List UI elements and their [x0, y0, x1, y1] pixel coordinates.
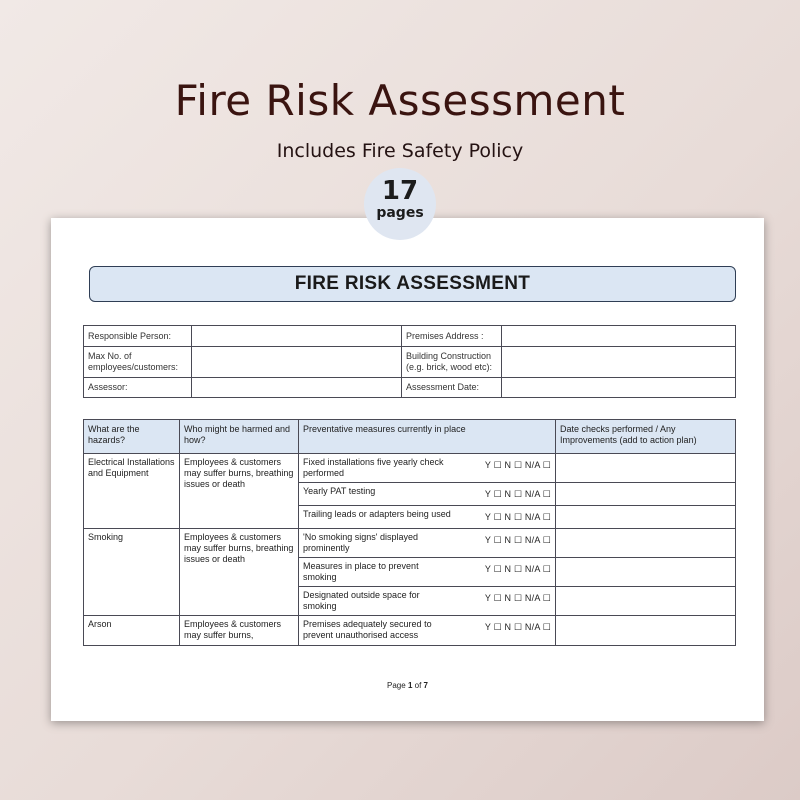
- date-check-field[interactable]: [556, 506, 736, 529]
- measure-text: Fixed installations five yearly check performed: [303, 457, 444, 478]
- date-check-field[interactable]: [556, 616, 736, 646]
- max-employees-field[interactable]: [192, 347, 402, 378]
- footer-total-pages: 7: [423, 681, 428, 690]
- column-header-hazards: What are the hazards?: [84, 420, 180, 454]
- promo-subtitle: Includes Fire Safety Policy: [276, 140, 524, 162]
- table-row: [84, 529, 736, 558]
- measure-text: Designated outside space for smoking: [303, 590, 420, 611]
- yes-no-na-checkboxes[interactable]: Y ☐ N ☐ N/A ☐: [484, 489, 551, 499]
- promo-title: Fire Risk Assessment: [174, 76, 626, 125]
- footer-prefix: Page: [387, 681, 406, 690]
- responsible-person-field[interactable]: [192, 326, 402, 347]
- yes-no-na-checkboxes[interactable]: Y ☐ N ☐ N/A ☐: [484, 593, 551, 603]
- measure-text: Yearly PAT testing: [303, 486, 376, 496]
- responsible-person-label: Responsible Person:: [84, 326, 192, 347]
- assessment-date-field[interactable]: [502, 378, 736, 398]
- measure-cell: [299, 558, 556, 587]
- document-page: [51, 218, 764, 721]
- assessment-date-label: Assessment Date:: [402, 378, 502, 398]
- measure-text: 'No smoking signs' displayed prominently: [303, 532, 418, 553]
- measure-cell: [299, 483, 556, 506]
- yes-no-na-checkboxes[interactable]: Y ☐ N ☐ N/A ☐: [484, 535, 551, 545]
- date-check-field[interactable]: [556, 454, 736, 483]
- measure-text: Premises adequately secured to prevent unauthorised access: [303, 619, 432, 640]
- measure-cell: [299, 587, 556, 616]
- footer-current-page: 1: [407, 681, 413, 690]
- harmed-cell: Employees & customers may suffer burns, breathing issues or death: [180, 454, 299, 529]
- measure-cell: [299, 529, 556, 558]
- measure-cell: [299, 616, 556, 646]
- assessor-label: Assessor:: [84, 378, 192, 398]
- yes-no-na-checkboxes[interactable]: Y ☐ N ☐ N/A ☐: [484, 564, 551, 574]
- column-header-date-checks: Date checks performed / Any Improvements (add to action plan): [556, 420, 736, 454]
- column-header-measures: Preventative measures currently in place: [299, 420, 556, 454]
- table-row: [84, 616, 736, 646]
- yes-no-na-checkboxes[interactable]: Y ☐ N ☐ N/A ☐: [484, 512, 551, 522]
- risk-table: [83, 419, 736, 646]
- harmed-cell: Employees & customers may suffer burns,: [180, 616, 299, 646]
- date-check-field[interactable]: [556, 529, 736, 558]
- yes-no-na-checkboxes[interactable]: Y ☐ N ☐ N/A ☐: [484, 460, 551, 470]
- document-header: FIRE RISK ASSESSMENT: [89, 266, 736, 302]
- date-check-field[interactable]: [556, 587, 736, 616]
- footer-mid: of: [414, 681, 422, 690]
- building-construction-label: Building Construction (e.g. brick, wood etc):: [402, 347, 502, 378]
- max-employees-label: Max No. of employees/customers:: [84, 347, 192, 378]
- measure-text: Trailing leads or adapters being used: [303, 509, 451, 519]
- hazard-cell: Smoking: [84, 529, 180, 616]
- measure-text: Measures in place to prevent smoking: [303, 561, 419, 582]
- premises-address-label: Premises Address :: [402, 326, 502, 347]
- measure-cell: [299, 454, 556, 483]
- page-count-badge: [364, 168, 436, 240]
- hazard-cell: Arson: [84, 616, 180, 646]
- harmed-cell: Employees & customers may suffer burns, breathing issues or death: [180, 529, 299, 616]
- assessor-field[interactable]: [192, 378, 402, 398]
- page-count-number: 17: [381, 176, 419, 206]
- premises-address-field[interactable]: [502, 326, 736, 347]
- hazard-cell: Electrical Installations and Equipment: [84, 454, 180, 529]
- info-table: [83, 325, 736, 398]
- date-check-field[interactable]: [556, 483, 736, 506]
- date-check-field[interactable]: [556, 558, 736, 587]
- page-count-label: pages: [376, 205, 424, 221]
- page-footer: [51, 681, 764, 690]
- yes-no-na-checkboxes[interactable]: Y ☐ N ☐ N/A ☐: [484, 622, 551, 632]
- column-header-harmed: Who might be harmed and how?: [180, 420, 299, 454]
- measure-cell: [299, 506, 556, 529]
- table-row: [84, 454, 736, 483]
- building-construction-field[interactable]: [502, 347, 736, 378]
